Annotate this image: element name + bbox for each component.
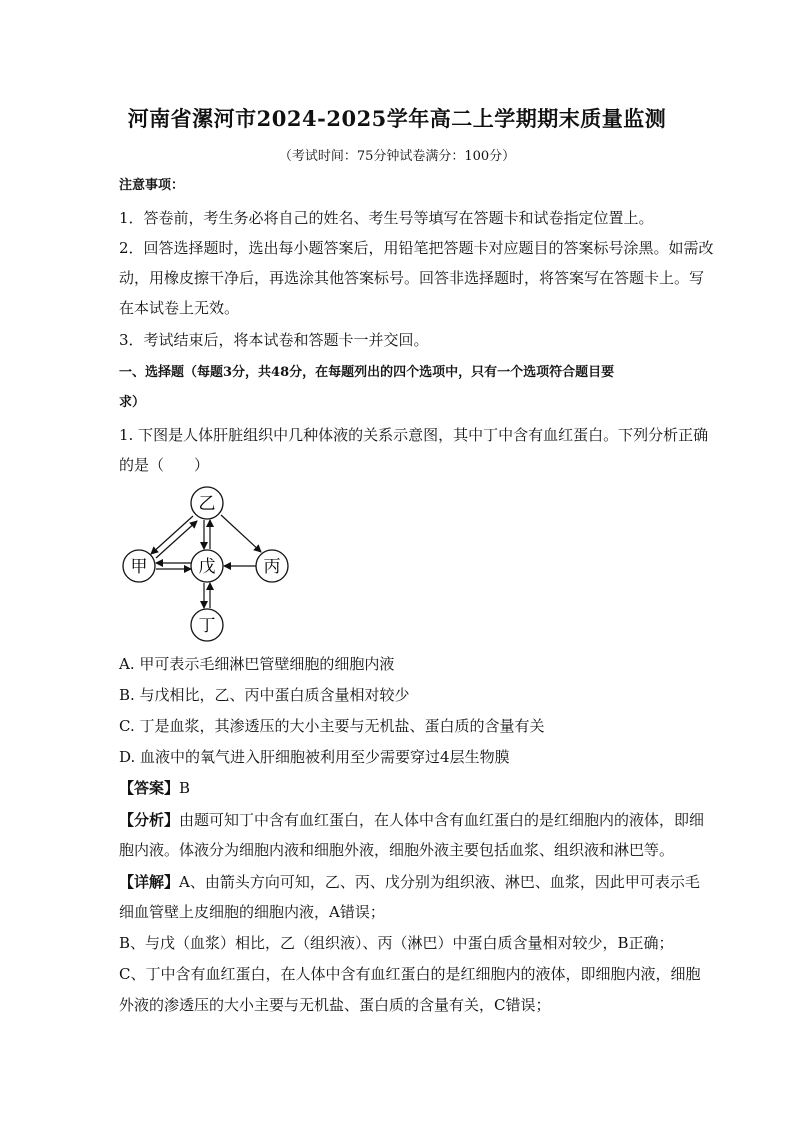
arrow-jia-to-yi (156, 521, 197, 558)
node-ding-label: 丁 (198, 616, 216, 636)
arrow-yi-to-jia (151, 516, 193, 554)
question-1-stem-line-1: 1. 下图是人体肝脏组织中几种体液的关系示意图，其中丁中含有血红蛋白。下列分析正确 (119, 426, 709, 444)
page-title: 河南省漯河市2024-2025学年高二上学期期末质量监测 (127, 106, 667, 131)
section-heading-line-2: 求） (119, 395, 146, 410)
analysis-label: 【分析】 (119, 811, 180, 829)
detail-line-1 (119, 872, 700, 892)
node-yi-label: 乙 (198, 494, 216, 514)
answer-label: 【答案】 (119, 779, 180, 797)
note-2-line-2: 动，用橡皮擦干净后，再选涂其他答案标号。回答非选择题时，将答案写在答题卡上。写 (119, 269, 705, 287)
detail-line-4: C、丁中含有血红蛋白，在人体中含有血红蛋白的是红细胞内的液体，即细胞内液，细胞 (119, 965, 701, 983)
node-jia-label: 甲 (130, 557, 148, 577)
node-wu-label: 戊 (198, 557, 216, 577)
option-a: A. 甲可表示毛细淋巴管壁细胞的细胞内液 (119, 655, 395, 673)
arrow-yi-to-bing (221, 515, 261, 552)
section-heading-line-1: 一、选择题（每题3分，共48分，在每题列出的四个选项中，只有一个选项符合题目要 (119, 365, 615, 380)
option-d: D. 血液中的氧气进入肝细胞被利用至少需要穿过4层生物膜 (119, 748, 510, 766)
exam-info: （考试时间：75分钟试卷满分：100分） (278, 149, 516, 164)
answer-value: B (179, 779, 191, 797)
note-2-line-1: 2．回答选择题时，选出每小题答案后，用铅笔把答题卡对应题目的答案标号涂黑。如需改 (119, 239, 714, 257)
option-c: C. 丁是血浆，其渗透压的大小主要与无机盐、蛋白质的含量有关 (119, 717, 545, 735)
detail-line-2: 细血管壁上皮细胞的细胞内液，A错误； (119, 903, 385, 921)
analysis-line-1 (119, 810, 705, 830)
body-fluid-diagram (115, 482, 305, 647)
notes-heading: 注意事项： (119, 178, 185, 193)
detail-line-3: B、与戊（血浆）相比，乙（组织液）、丙（淋巴）中蛋白质含量相对较少，B正确； (119, 934, 674, 952)
answer-line (119, 778, 679, 798)
analysis-line-2: 胞内液。体液分为细胞内液和细胞外液，细胞外液主要包括血浆、组织液和淋巴等。 (119, 841, 675, 859)
node-bing-label: 丙 (263, 557, 281, 577)
note-3: 3．考试结束后，将本试卷和答题卡一并交回。 (119, 331, 429, 349)
detail-label: 【详解】 (119, 873, 180, 891)
detail-text-a1: A、由箭头方向可知，乙、丙、戊分别为组织液、淋巴、血浆，因此甲可表示毛 (179, 873, 700, 891)
note-1: 1．答卷前，考生务必将自己的姓名、考生号等填写在答题卡和试卷指定位置上。 (119, 209, 654, 227)
note-2-line-3: 在本试卷上无效。 (119, 299, 240, 317)
detail-line-5: 外液的渗透压的大小主要与无机盐、蛋白质的含量有关，C错误； (119, 996, 551, 1014)
question-1-stem-line-2: 的是（ ） (119, 456, 210, 474)
option-b: B. 与戊相比，乙、丙中蛋白质含量相对较少 (119, 686, 410, 704)
analysis-text-1: 由题可知丁中含有血红蛋白，在人体中含有血红蛋白的是红细胞内的液体，即细 (179, 811, 705, 829)
